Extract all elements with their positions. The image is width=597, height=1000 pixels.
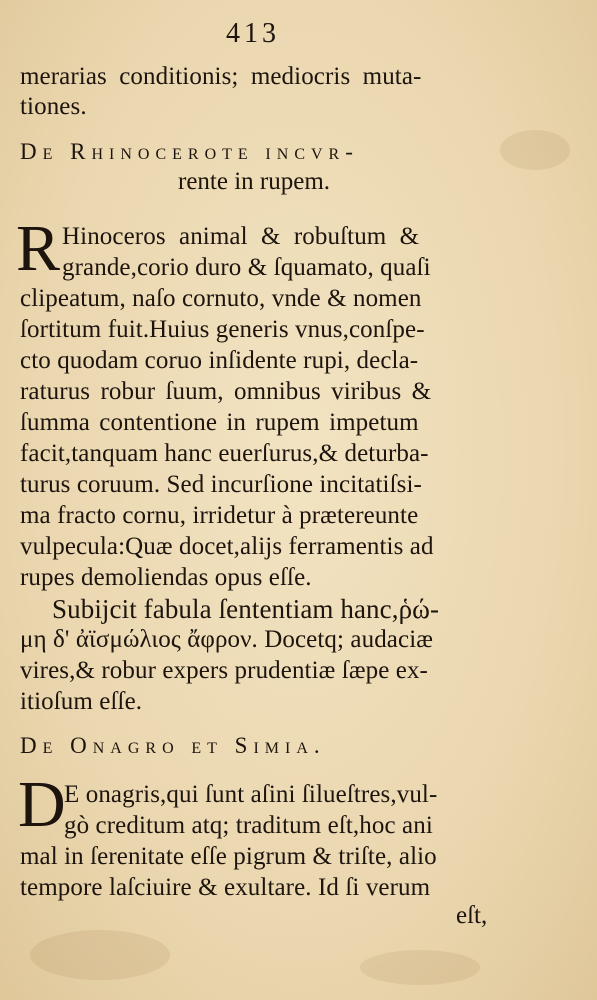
text-line: E onagris,qui ſunt aſini ſilueſtres,vul- xyxy=(64,781,438,808)
drop-cap: R xyxy=(16,212,61,285)
text-line: tempore laſciuire & exultare. Id ſi verum xyxy=(20,874,431,901)
text-line: tiones. xyxy=(20,93,87,120)
text-line: cto quodam coruo inſidente rupi, decla- xyxy=(20,347,419,374)
text-line: μη δ' ἀϊσμώλιος ἄφρον. Docetq; audaciæ xyxy=(20,626,434,653)
text-line: itioſum eſſe. xyxy=(20,688,143,715)
section-heading-continuation: rente in rupem. xyxy=(178,168,331,195)
section-heading: De Onagro et Simia. xyxy=(20,733,326,758)
text-line: rupes demoliendas opus eſſe. xyxy=(20,564,312,591)
text-line: ſumma contentione in rupem impetum xyxy=(20,409,419,436)
text-line: turus coruum. Sed incurſione incitatiſsi- xyxy=(20,471,422,498)
text-line: raturus robur ſuum, omnibus viribus & xyxy=(20,378,432,405)
catchword: eſt, xyxy=(456,902,488,929)
paper-stain xyxy=(360,950,480,985)
page-number: 413 xyxy=(226,18,280,49)
text-line: grande,corio duro & ſquamato, quaſi xyxy=(62,254,431,281)
text-line: Subijcit fabula ſententiam hanc,ῥώ- xyxy=(52,594,440,624)
text-line: Hinoceros animal & robuſtum & xyxy=(62,223,420,250)
paper-stain xyxy=(500,130,570,170)
text-line: merarias conditionis; mediocris muta- xyxy=(20,63,422,90)
text-line: vulpecula:Quæ docet,alijs ferramentis ad xyxy=(20,533,434,560)
section-heading: De Rhinocerote incvr- xyxy=(20,139,359,164)
paper-stain xyxy=(30,930,170,980)
text-line: gò creditum atq; traditum eſt,hoc ani xyxy=(64,812,433,839)
text-line: vires,& robur expers prudentiæ ſæpe ex- xyxy=(20,657,428,684)
drop-cap: D xyxy=(18,768,66,841)
text-line: mal in ſerenitate eſſe pigrum & triſte, alio xyxy=(20,843,437,870)
text-line: facit,tanquam hanc euerſurus,& deturba- xyxy=(20,440,429,467)
text-line: clipeatum, naſo cornuto, vnde & nomen xyxy=(20,285,422,312)
text-line: ma fracto cornu, irridetur à prætereunte xyxy=(20,502,419,529)
text-line: ſortitum fuit.Huius generis vnus,conſpe- xyxy=(20,316,425,343)
